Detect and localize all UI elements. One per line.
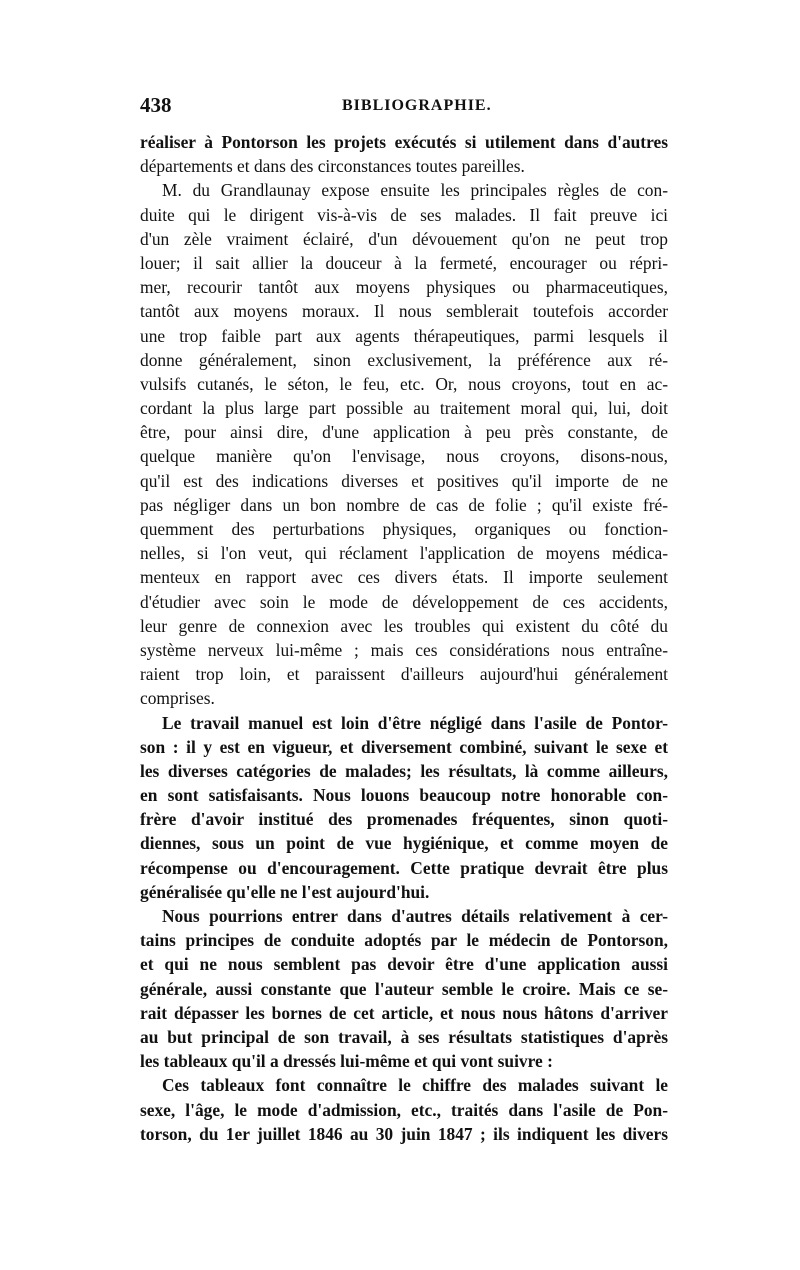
text-line: les diverses catégories de malades; les résultats, là comme ailleurs, [140, 760, 668, 781]
text-line: cordant la plus large part possible au traitement moral qui, lui, doit [140, 398, 668, 419]
text-line: système nerveux lui-même ; mais ces considérations nous entraîne- [140, 639, 668, 660]
text-line: quelque manière qu'on l'envisage, nous croyons, disons-nous, [140, 446, 668, 467]
text-line: Ces tableaux font connaître le chiffre des malades suivant le [162, 1075, 668, 1096]
text-line: quemment des perturbations physiques, organiques ou fonction- [140, 519, 668, 539]
text-line: tantôt aux moyens moraux. Il nous semblerait toutefois accorder [140, 301, 668, 322]
text-line: et qui ne nous semblent pas devoir être d'une application aussi [140, 954, 668, 975]
text-line: raient trop loin, et paraissent d'ailleurs aujourd'hui généralement [140, 664, 668, 685]
page-header [140, 92, 668, 118]
text-line: donne généralement, sinon exclusivement, la préférence aux ré- [140, 349, 668, 370]
text-line: torson, du 1er juillet 1846 au 30 juin 1847 ; ils indiquent les divers [140, 1123, 668, 1144]
text-line: généralisée qu'elle ne l'est aujourd'hui. [140, 881, 430, 902]
paragraph [140, 178, 668, 710]
text-line: pas négliger dans un bon nombre de cas de folie ; qu'il existe fré- [140, 494, 668, 515]
text-line: louer; il sait allier la douceur à la fermeté, encourager ou répri- [140, 252, 668, 273]
text-line: menteux en rapport avec ces divers états. Il importe seulement [140, 567, 668, 588]
text-line: diennes, sous un point de vue hygiénique, et comme moyen de [140, 833, 668, 854]
text-line: au but principal de son travail, à ses résultats statistiques d'après [140, 1026, 668, 1047]
text-line: les tableaux qu'il a dressés lui-même et qui vont suivre : [140, 1051, 553, 1072]
text-line: mer, recourir tantôt aux moyens physiques ou pharmaceutiques, [140, 277, 668, 298]
text-line: son : il y est en vigueur, et diversement combiné, suivant le sexe et [140, 736, 668, 757]
text-line: qu'il est des indications diverses et positives qu'il importe de ne [140, 470, 668, 491]
paragraph [140, 1073, 668, 1146]
text-line: être, pour ainsi dire, d'une application à peu près constante, de [140, 422, 668, 443]
text-line: tains principes de conduite adoptés par le médecin de Pontorson, [140, 930, 668, 951]
text-line: rait dépasser les bornes de cet article, et nous nous hâtons d'arriver [140, 1002, 668, 1023]
text-line: sexe, l'âge, le mode d'admission, etc., traités dans l'asile de Pon- [140, 1099, 668, 1120]
text-line: comprises. [140, 688, 215, 709]
text-line: départements et dans des circonstances toutes pareilles. [140, 156, 525, 177]
text-line: M. du Grandlaunay expose ensuite les principales règles de con- [162, 180, 668, 201]
text-line: duite qui le dirigent vis-à-vis de ses malades. Il fait preuve ici [140, 204, 668, 225]
paragraph [140, 711, 668, 905]
text-line: Le travail manuel est loin d'être négligé dans l'asile de Pontor- [162, 712, 668, 733]
page-number: 438 [140, 93, 172, 117]
text-line: vulsifs cutanés, le séton, le feu, etc. Or, nous croyons, tout en ac- [140, 373, 668, 394]
body-text [140, 130, 668, 1146]
text-line: en sont satisfaisants. Nous louons beaucoup notre honorable con- [140, 785, 668, 806]
text-line: Nous pourrions entrer dans d'autres détails relativement à cer- [162, 906, 668, 926]
text-line: générale, aussi constante que l'auteur semble le croire. Mais ce se- [140, 978, 668, 999]
text-line: leur genre de connexion avec les troubles qui existent du côté du [140, 615, 668, 636]
text-line: d'un zèle vraiment éclairé, d'un dévouement qu'on ne peut trop [140, 228, 668, 249]
paragraph [140, 904, 668, 1073]
text-line: réaliser à Pontorson les projets exécutés si utilement dans d'autres [140, 132, 668, 152]
text-line: d'étudier avec soin le mode de développement de ces accidents, [140, 591, 668, 612]
text-line: frère d'avoir institué des promenades fréquentes, sinon quoti- [140, 809, 668, 830]
text-line: récompense ou d'encouragement. Cette pratique devrait être plus [140, 857, 668, 878]
running-head: BIBLIOGRAPHIE. [342, 97, 492, 114]
text-line: nelles, si l'on veut, qui réclament l'application de moyens médica- [140, 543, 668, 564]
paragraph [140, 130, 668, 178]
text-line: une trop faible part aux agents thérapeutiques, parmi lesquels il [140, 325, 668, 346]
